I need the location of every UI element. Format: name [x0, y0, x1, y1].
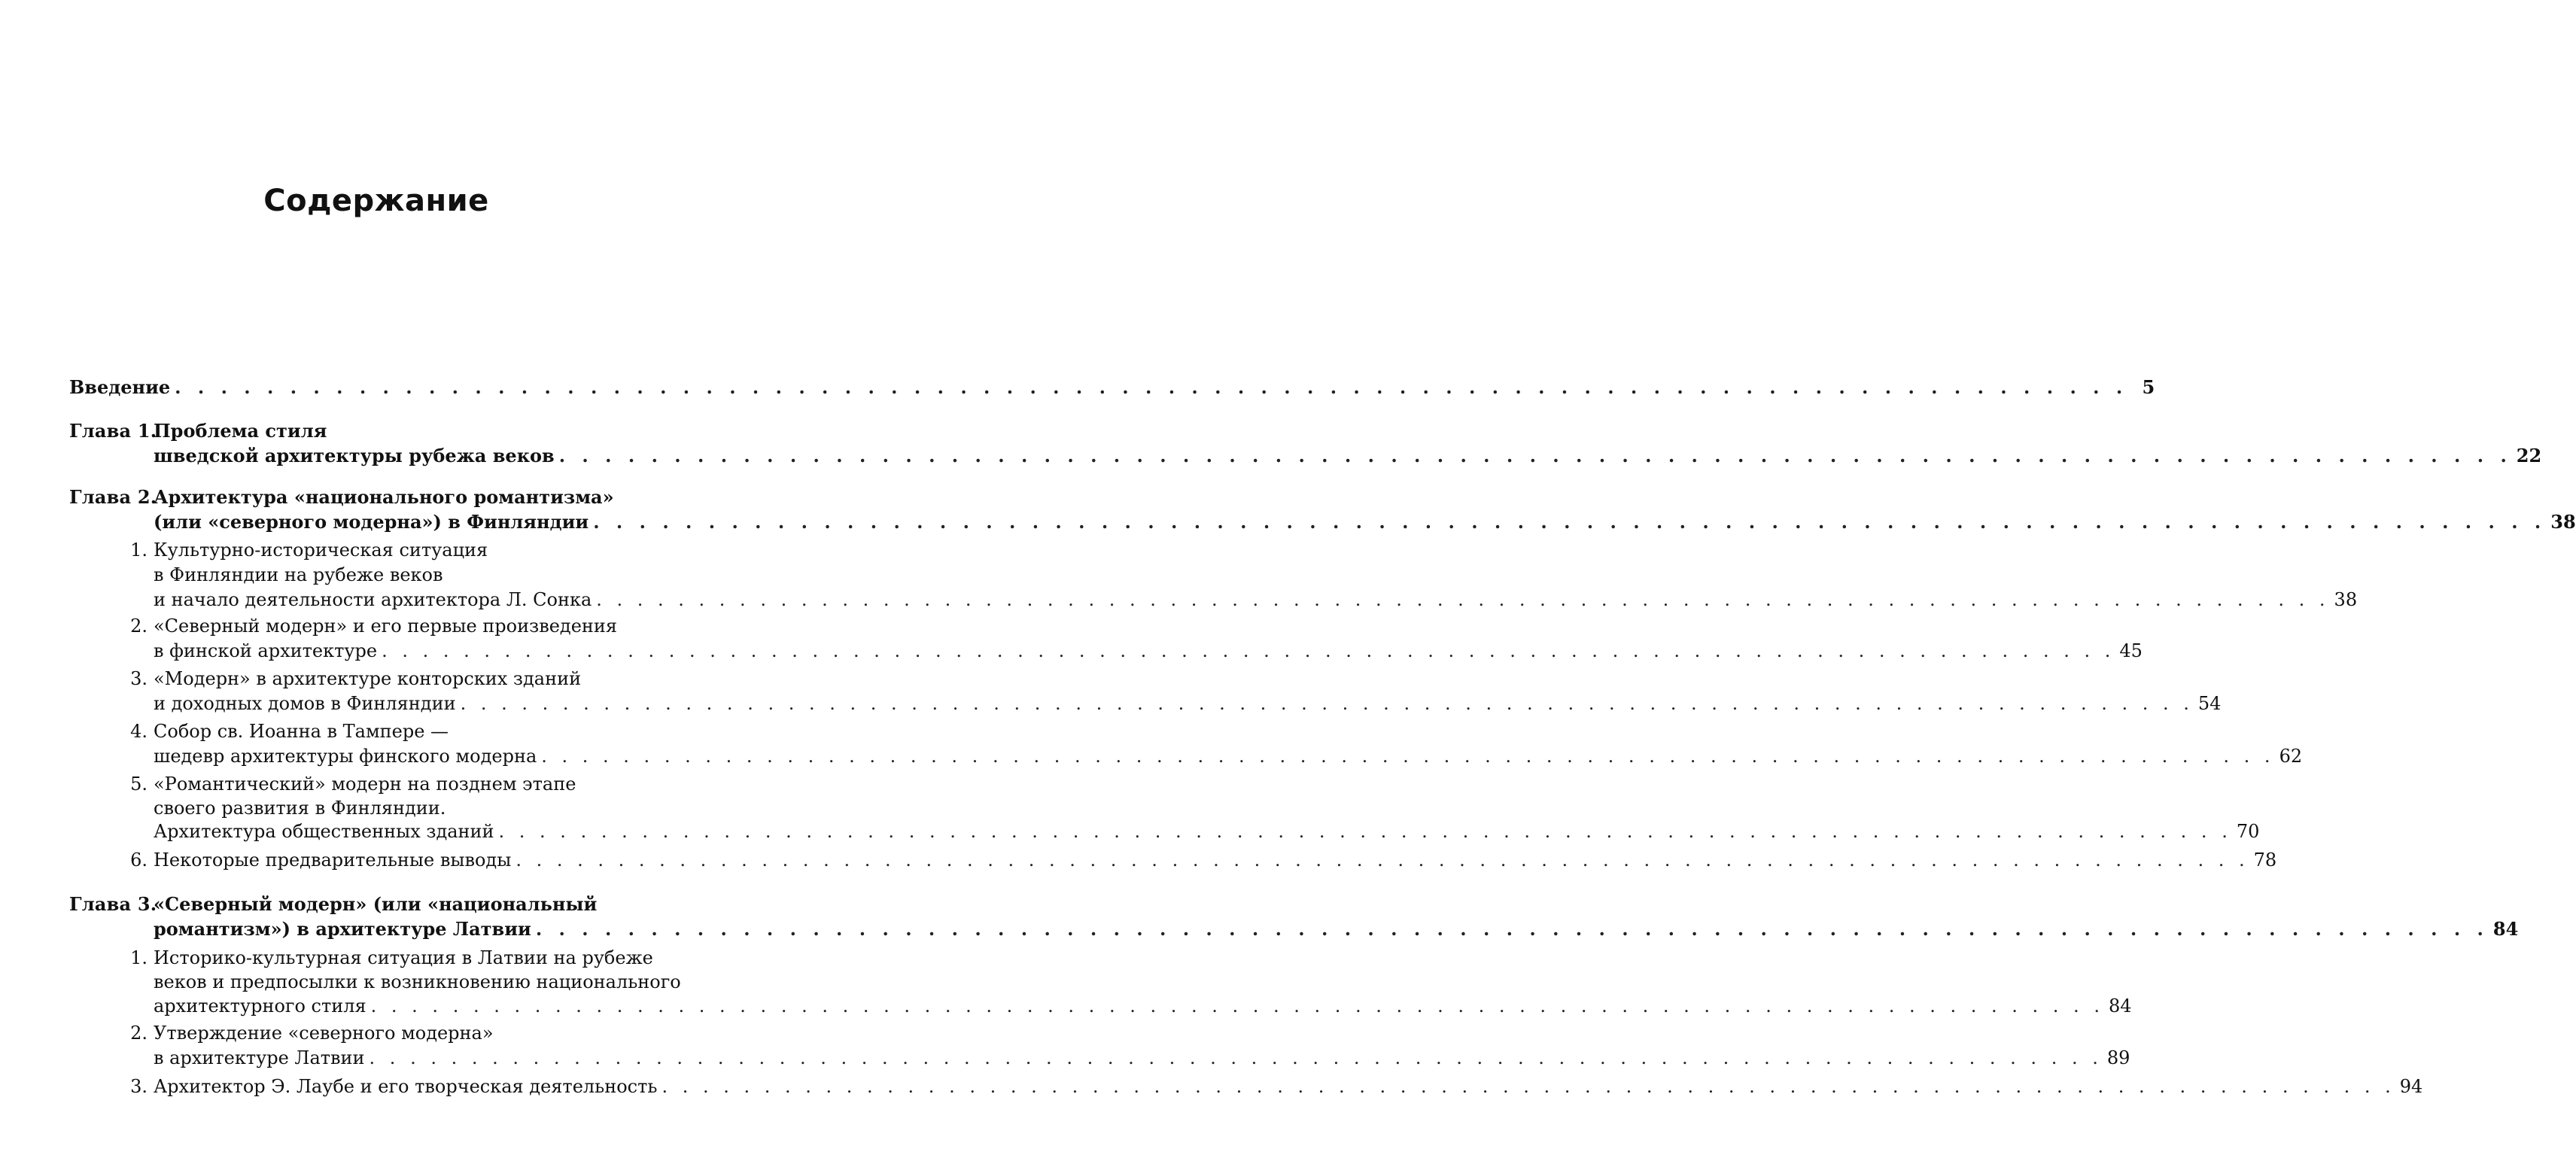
toc-entry-title: «Северный модерн» (или «национальный	[154, 893, 598, 915]
dot-leader: . . . . . . . . . . . . . . . . . . . . . . . . . . . . . . . . . . . . . . . . . . . . . . . . . . . . . . . . . . . . . . . . . . . . . . . . . . . . . . . . . . . . .	[370, 995, 2104, 1017]
toc-page-number: 62	[2279, 746, 2303, 767]
dot-leader: . . . . . . . . . . . . . . . . . . . . . . . . . . . . . . . . . . . . . . . . . . . . . . . . . . . . . . . . . . . . . . . . . . . . . . . . . . . . . . . . . . . . .	[593, 511, 2547, 533]
toc-line	[69, 564, 695, 590]
toc-chapter-label: Глава 2.	[69, 486, 157, 508]
toc-entry-title-cont: в Финляндии на рубеже веков	[154, 564, 443, 585]
toc-page-number: 89	[2106, 1047, 2130, 1068]
dot-leader: . . . . . . . . . . . . . . . . . . . . . . . . . . . . . . . . . . . . . . . . . . . . . . . . . . . . . . . . . . . . . . . . . . . . . . . . . . . . . . . . . . . . .	[498, 821, 2232, 842]
dot-leader: . . . . . . . . . . . . . . . . . . . . . . . . . . . . . . . . . . . . . . . . . . . . . . . . . . . . . . . . . . . . . . . . . . . . . . . . . . . . . . . . . . . . .	[516, 849, 2249, 871]
toc-entry-title-cont: (или «северного модерна») в Финляндии	[154, 511, 589, 533]
toc-page-number: 78	[2253, 849, 2277, 871]
toc-line	[69, 589, 2358, 615]
dot-leader: . . . . . . . . . . . . . . . . . . . . . . . . . . . . . . . . . . . . . . . . . . . . . . . . . . . . . . . . . . . . . . . . . . . . . . . . . . . . . . . . . . . . .	[558, 445, 2512, 466]
toc-entry-title-cont: в архитектуре Латвии	[154, 1047, 365, 1068]
toc-line	[69, 640, 2143, 666]
toc-line	[69, 511, 2576, 536]
toc-line	[69, 893, 695, 919]
toc-page-number: 38	[2550, 511, 2576, 533]
toc-page-number: 22	[2516, 445, 2542, 466]
toc-line	[69, 1076, 2423, 1102]
toc-line	[69, 486, 695, 512]
toc-section-number: 6.	[130, 849, 148, 871]
toc-entry-title: Архитектор Э. Лаубе и его творческая деятельность	[154, 1076, 658, 1097]
toc-page-number: 38	[2334, 589, 2358, 610]
dot-leader: . . . . . . . . . . . . . . . . . . . . . . . . . . . . . . . . . . . . . . . . . . . . . . . . . . . . . . . . . . . . . . . . . . . . . . . . . . . . . . . . . . . . .	[369, 1047, 2103, 1068]
toc-line	[69, 918, 2519, 944]
toc-page-number: 54	[2197, 693, 2222, 714]
dot-leader: . . . . . . . . . . . . . . . . . . . . . . . . . . . . . . . . . . . . . . . . . . . . . . . . . . . . . . . . . . . . . . . . . . . . . . . . . . . . . . . . . . . . .	[460, 693, 2194, 714]
dot-leader: . . . . . . . . . . . . . . . . . . . . . . . . . . . . . . . . . . . . . . . . . . . . . . . . . . . . . . . . . . . . . . . . . . . . . . . . . . . . . . . . . . . . .	[175, 376, 2128, 398]
toc-entry-title: Историко-культурная ситуация в Латвии на рубеже	[154, 947, 653, 968]
toc-entry-title: Культурно-историческая ситуация	[154, 539, 488, 561]
toc-line	[69, 420, 695, 445]
toc-line	[69, 746, 2303, 771]
toc-entry-title: Утверждение «северного модерна»	[154, 1023, 494, 1044]
toc-section-number: 2.	[130, 615, 148, 637]
dot-leader: . . . . . . . . . . . . . . . . . . . . . . . . . . . . . . . . . . . . . . . . . . . . . . . . . . . . . . . . . . . . . . . . . . . . . . . . . . . . . . . . . . . . .	[596, 589, 2330, 610]
toc-page-number: 84	[2108, 995, 2132, 1017]
toc-entry-title-cont: и начало деятельности архитектора Л. Сонка	[154, 589, 592, 610]
toc-line	[69, 615, 695, 641]
toc-entry-title-cont: и доходных домов в Финляндии	[154, 693, 456, 714]
toc-entry-title: «Модерн» в архитектуре конторских зданий	[154, 668, 582, 689]
toc-page-number: 45	[2119, 640, 2143, 661]
toc-section-number: 4.	[130, 721, 148, 742]
toc-section-number: 3.	[130, 1076, 148, 1097]
toc-entry-title-cont: шедевр архитектуры финского модерна	[154, 746, 537, 767]
toc-line	[69, 1023, 695, 1048]
toc-page-number: 84	[2492, 918, 2519, 940]
toc-entry-title-cont: Архитектура общественных зданий	[154, 821, 494, 842]
page-title: Содержание	[263, 184, 489, 218]
toc-entry-title: Проблема стиля	[154, 420, 327, 442]
toc-entry-title: «Романтический» модерн на позднем этапе	[154, 773, 576, 795]
toc-section-number: 1.	[130, 947, 148, 968]
toc-page-number: 70	[2236, 821, 2260, 842]
dot-leader: . . . . . . . . . . . . . . . . . . . . . . . . . . . . . . . . . . . . . . . . . . . . . . . . . . . . . . . . . . . . . . . . . . . . . . . . . . . . . . . . . . . . .	[541, 746, 2275, 767]
toc-entry-title: «Северный модерн» и его первые произведения	[154, 615, 618, 637]
toc-line	[69, 668, 695, 694]
toc-line	[69, 821, 2260, 846]
toc-entry-title-cont: веков и предпосылки к возникновению национального	[154, 971, 681, 992]
toc-line	[69, 1047, 2130, 1073]
toc-line	[69, 721, 695, 746]
dot-leader: . . . . . . . . . . . . . . . . . . . . . . . . . . . . . . . . . . . . . . . . . . . . . . . . . . . . . . . . . . . . . . . . . . . . . . . . . . . . . . . . . . . . .	[661, 1076, 2395, 1097]
toc-entry-title-cont: шведской архитектуры рубежа веков	[154, 445, 555, 466]
toc-chapter-label: Глава 1.	[69, 420, 157, 442]
toc-entry-title: Некоторые предварительные выводы	[154, 849, 512, 871]
toc-entry-title: Собор св. Иоанна в Тампере —	[154, 721, 449, 742]
toc-entry-title-cont: в финской архитектуре	[154, 640, 378, 661]
dot-leader: . . . . . . . . . . . . . . . . . . . . . . . . . . . . . . . . . . . . . . . . . . . . . . . . . . . . . . . . . . . . . . . . . . . . . . . . . . . . . . . . . . . . .	[382, 640, 2115, 661]
toc-entry-title: Введение	[69, 376, 171, 398]
toc-section-number: 1.	[130, 539, 148, 561]
toc-section-number: 2.	[130, 1023, 148, 1044]
toc-page-number: 94	[2399, 1076, 2423, 1097]
toc-line	[69, 693, 2222, 719]
toc-line	[69, 376, 2155, 402]
toc-line	[69, 445, 2542, 470]
toc-line	[69, 947, 695, 973]
toc-entry-title: Архитектура «национального романтизма»	[154, 486, 614, 508]
toc-line	[69, 539, 695, 565]
toc-line	[69, 849, 2277, 875]
toc-entry-title-cont: архитектурного стиля	[154, 995, 366, 1017]
toc-entry-title-cont: романтизм») в архитектуре Латвии	[154, 918, 531, 940]
toc-section-number: 3.	[130, 668, 148, 689]
toc-line	[69, 971, 695, 997]
dot-leader: . . . . . . . . . . . . . . . . . . . . . . . . . . . . . . . . . . . . . . . . . . . . . . . . . . . . . . . . . . . . . . . . . . . . . . . . . . . . . . . . . . . . .	[535, 918, 2489, 940]
toc-page-number: 5	[2142, 376, 2155, 398]
toc-section-number: 5.	[130, 773, 148, 795]
toc-line	[69, 995, 2132, 1021]
toc-chapter-label: Глава 3.	[69, 893, 157, 915]
toc-entry-title-cont: своего развития в Финляндии.	[154, 798, 446, 819]
toc-line	[69, 798, 695, 823]
toc-line	[69, 773, 695, 799]
